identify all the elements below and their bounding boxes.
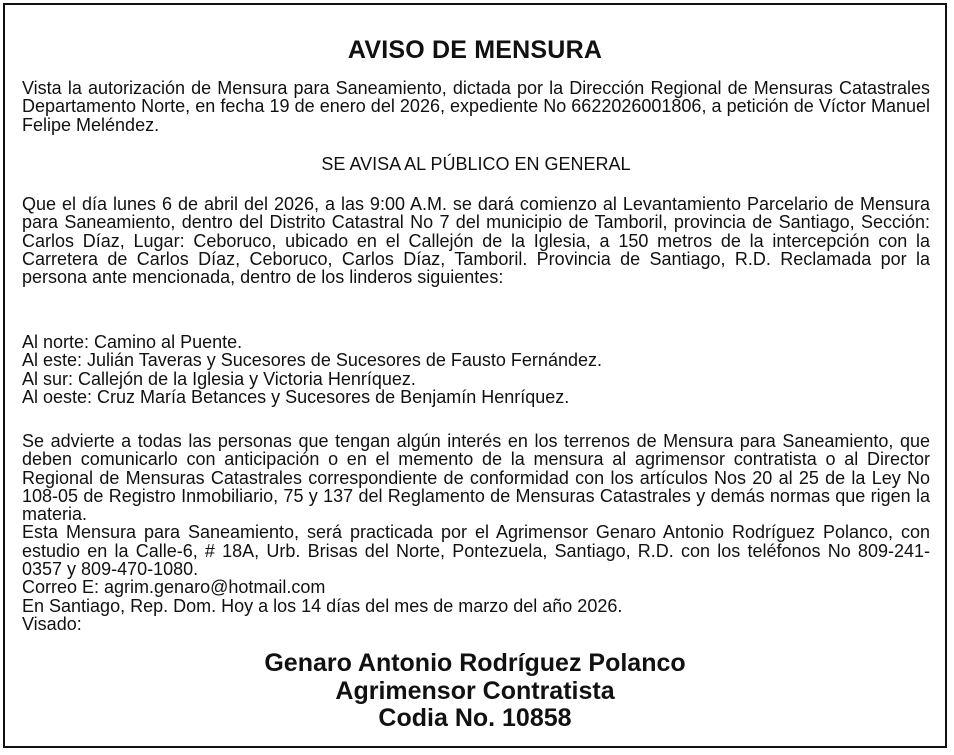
- signature-role: Agrimensor Contratista: [335, 676, 615, 705]
- survey-paragraph: Que el día lunes 6 de abril del 2026, a las 9:00 A.M. se dará comienzo al Levantamiento Parcelario de Mensura para Saneamiento, dentro del Distrito Catastral No 7 del municipio de Tamboril, provincia de Santiago, Sección: Carlos Díaz, Lugar: Ceboruco, ubicado en el Callejón de la Iglesia, a 150 metros de la intercepción con la Carretera de Carlos Díaz, Ceboruco, Carlos Díaz, Tamboril. Provincia de Santiago, R.D. Reclamada por la persona ante mencionada, dentro de los linderos siguientes:: [22, 194, 930, 288]
- boundary-south: Al sur: Callejón de la Iglesia y Victoria Henríquez.: [22, 368, 416, 389]
- intro-paragraph: Vista la autorización de Mensura para Saneamiento, dictada por la Dirección Regional de Mensuras Catastrales Departamento Norte, en fecha 19 de enero del 2026, expediente No 6622026001806, a petición de Víctor Manuel Felipe Meléndez.: [22, 78, 930, 135]
- notice-title: AVISO DE MENSURA: [347, 36, 603, 64]
- boundaries-list: [22, 333, 930, 406]
- visado-label: Visado:: [22, 613, 82, 634]
- signature-codia: Codia No. 10858: [378, 704, 572, 732]
- boundary-east: Al este: Julián Taveras y Sucesores de Sucesores de Fausto Fernández.: [22, 350, 602, 371]
- boundary-north: Al norte: Camino al Puente.: [22, 332, 243, 352]
- warning-paragraph: Se advierte a todas las personas que tengan algún interés en los terrenos de Mensura para Saneamiento, que deben comunicarlo con anticipación o en el memento de la mensura al agrimensor contratista o al Director Regional de Mensuras Catastrales correspondiente de conformidad con los artículos Nos 20 al 25 de la Ley No 108-05 de Registro Inmobiliario, 75 y 137 del Reglamento de Mensuras Catastrales y demás normas que rigen la materia.: [22, 431, 930, 525]
- public-announcement: SE AVISA AL PÚBLICO EN GENERAL: [321, 154, 631, 174]
- notice-frame: [3, 3, 947, 748]
- practice-paragraph: Esta Mensura para Saneamiento, será practicada por el Agrimensor Genaro Antonio Rodríguez Polanco, con estudio en la Calle-6, # 18A, Urb. Brisas del Norte, Pontezuela, Santiago, R.D. con los teléfonos No 809-241-0357 y 809-470-1080.: [22, 522, 930, 580]
- boundary-west: Al oeste: Cruz María Betances y Sucesores de Benjamín Henríquez.: [22, 386, 570, 407]
- date-line: En Santiago, Rep. Dom. Hoy a los 14 días del mes de marzo del año 2026.: [22, 595, 623, 616]
- signature-name: Genaro Antonio Rodríguez Polanco: [264, 649, 686, 677]
- closing-block: [22, 432, 930, 633]
- signature-block: [5, 650, 945, 733]
- email-line: Correo E: agrim.genaro@hotmail.com: [22, 577, 326, 598]
